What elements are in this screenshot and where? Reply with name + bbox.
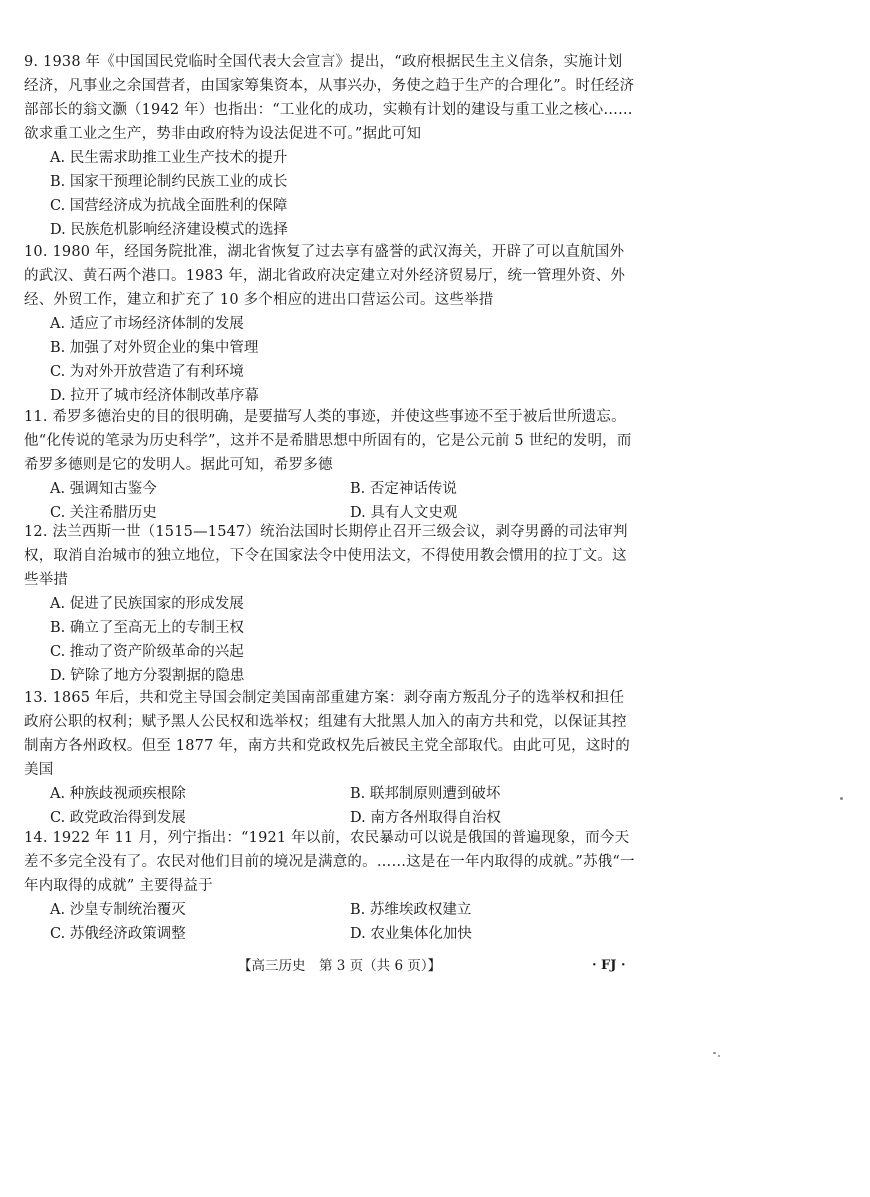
option-b: B. 联邦制原则遭到破坏 <box>350 786 501 802</box>
options-list <box>24 782 636 830</box>
question-12 <box>24 520 636 688</box>
scan-speck <box>713 1052 716 1054</box>
question-stem: 14. 1922 年 11 月，列宁指出：“1921 年以前，农民暴动可以说是俄国的普遍现象，而今天差不多完全没有了。农民对他们目前的境况是满意的。……这是在一年内取得的成就。”苏俄“一年内取得的成就” 主要得益于 <box>24 830 635 894</box>
option-a: A. 强调知古鉴今 <box>50 481 157 497</box>
option-b: B. 否定神话传说 <box>350 481 457 497</box>
question-14 <box>24 826 636 946</box>
page-footer <box>0 955 870 977</box>
option-b: B. 确立了至高无上的专制王权 <box>50 620 244 636</box>
option-c: C. 为对外开放营造了有利环境 <box>50 364 244 380</box>
question-stem: 11. 希罗多德治史的目的很明确，是要描写人类的事迹，并使这些事迹不至于被后世所遗忘。他“化传说的笔录为历史科学”，这并不是希腊思想中所固有的，它是公元前 5 世纪的发明，而希罗多德则是它的发明人。据此可知，希罗多德 <box>24 409 632 473</box>
page-number-label: 【高三历史 第 3 页（共 6 页）】 <box>238 958 442 974</box>
scan-speck <box>718 1055 720 1057</box>
option-c: C. 推动了资产阶级革命的兴起 <box>50 644 244 660</box>
question-stem: 10. 1980 年，经国务院批准，湖北省恢复了过去享有盛誉的武汉海关，开辟了可以直航国外的武汉、黄石两个港口。1983 年，湖北省政府决定建立对外经济贸易厅，统一管理外资、外经、外贸工作，建立和扩充了 10 多个相应的进出口营运公司。这些举措 <box>24 244 626 308</box>
question-13 <box>24 686 636 830</box>
option-d: D. 农业集体化加快 <box>350 926 472 942</box>
question-9 <box>24 50 636 242</box>
option-c: C. 关注希腊历史 <box>50 505 157 521</box>
option-b: B. 苏维埃政权建立 <box>350 902 472 918</box>
option-b: B. 加强了对外贸企业的集中管理 <box>50 340 259 356</box>
region-code: · FJ · <box>592 958 626 973</box>
option-d: D. 铲除了地方分裂割据的隐患 <box>50 668 245 684</box>
options-list <box>24 146 636 242</box>
options-list <box>24 312 636 408</box>
scan-speck <box>840 797 843 800</box>
question-stem: 9. 1938 年《中国国民党临时全国代表大会宣言》提出，“政府根据民生主义信条，实施计划经济，凡事业之余国营者，由国家筹集资本，从事兴办，务使之趋于生产的合理化”。时任经济部部长的翁文灏（1942 年）也指出：“工业化的成功，实赖有计划的建设与重工业之核心……欲求重工业之生产，势非由政府特为设法促进不可。”据此可知 <box>24 54 635 142</box>
option-d: D. 拉开了城市经济体制改革序幕 <box>50 388 259 404</box>
option-a: A. 促进了民族国家的形成发展 <box>50 596 244 612</box>
options-list <box>24 592 636 688</box>
option-a: A. 民生需求助推工业生产技术的提升 <box>50 150 288 166</box>
question-stem: 12. 法兰西斯一世（1515—1547）统治法国时长期停止召开三级会议，剥夺男爵的司法审判权，取消自治城市的独立地位，下令在国家法令中使用法文，不得使用教会惯用的拉丁文。这些举措 <box>24 524 628 588</box>
question-10 <box>24 240 636 408</box>
options-list <box>24 898 636 946</box>
option-c: C. 政党政治得到发展 <box>50 810 186 826</box>
question-11 <box>24 405 636 525</box>
option-b: B. 国家干预理论制约民族工业的成长 <box>50 174 288 190</box>
option-c: C. 国营经济成为抗战全面胜利的保障 <box>50 198 288 214</box>
option-a: A. 种族歧视顽疾根除 <box>50 786 186 802</box>
option-a: A. 沙皇专制统治覆灭 <box>50 902 186 918</box>
option-c: C. 苏俄经济政策调整 <box>50 926 186 942</box>
options-list <box>24 477 636 525</box>
option-d: D. 南方各州取得自治权 <box>350 810 501 826</box>
option-d: D. 民族危机影响经济建设模式的选择 <box>50 222 288 238</box>
question-stem: 13. 1865 年后，共和党主导国会制定美国南部重建方案：剥夺南方叛乱分子的选举权和担任政府公职的权利；赋予黑人公民权和选举权；组建有大批黑人加入的南方共和党，以保证其控制南方各州政权。但至 1877 年，南方共和党政权先后被民主党全部取代。由此可见，这时的美国 <box>24 690 630 778</box>
option-a: A. 适应了市场经济体制的发展 <box>50 316 244 332</box>
option-d: D. 具有人文史观 <box>350 505 458 521</box>
